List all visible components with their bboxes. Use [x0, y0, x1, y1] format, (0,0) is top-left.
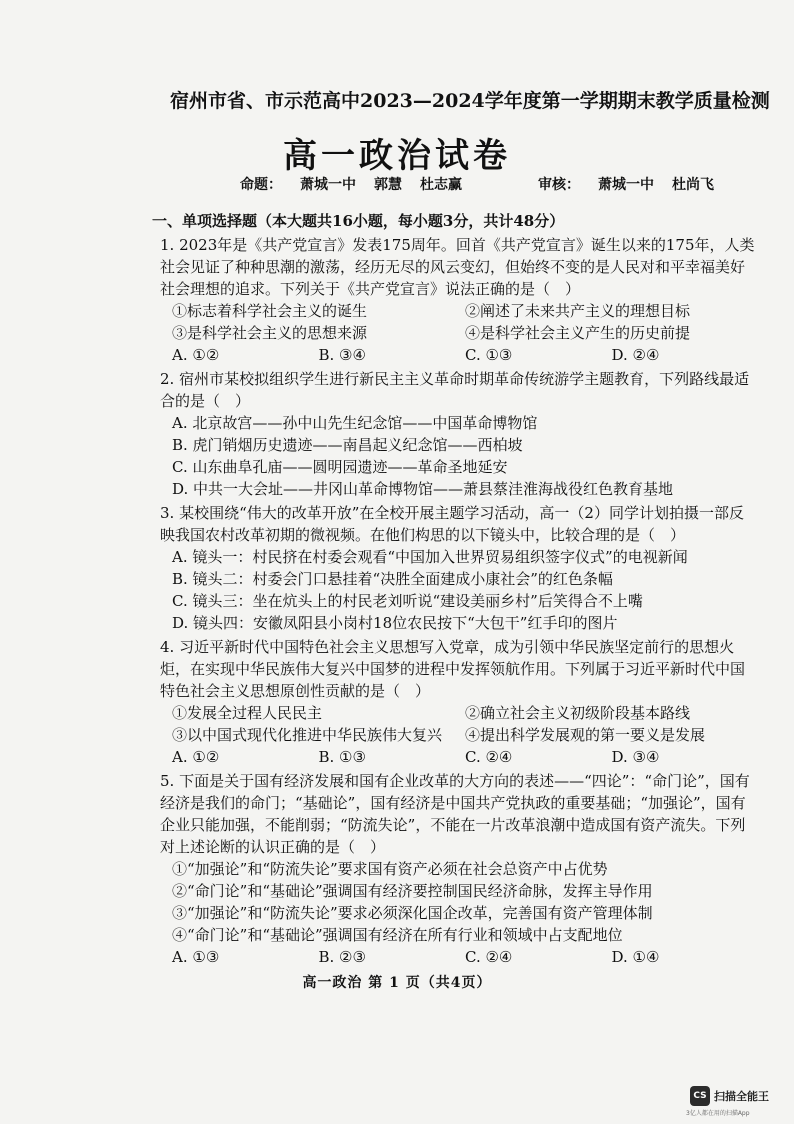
statement: ③以中国式现代化推进中华民族伟大复兴 — [172, 726, 443, 744]
option-b: B. 镜头二：村委会门口悬挂着“决胜全面建成小康社会”的红色条幅 — [172, 570, 613, 588]
question-stem: 3. 某校围绕“伟大的改革开放”在全校开展主题学习活动，高一（2）同学计划拍摄一部反映我国农村改革初期的微视频。在他们构思的以下镜头中，比较合理的是（ ） — [160, 504, 744, 544]
option-d: D. 镜头四：安徽凤阳县小岗村18位农民按下“大包干”红手印的图片 — [172, 614, 618, 632]
composer-2: 郭慧 — [374, 177, 402, 193]
option-a: A. 北京故宫——孙中山先生纪念馆——中国革命博物馆 — [172, 414, 538, 432]
question-stem: 5. 下面是关于国有经济发展和国有企业改革的大方向的表述——“四论”：“命门论”，国有经济是我们的命门；“基础论”，国有经济是中国共产党执政的重要基础；“加强论”，国有企业只能加强，不能削弱；“防流失论”，不能在一片改革浪潮中造成国有资产流失。下列对上述论断的认识正确的是（ ） — [160, 772, 750, 856]
option-b: B. ①③ — [318, 748, 366, 766]
statement-list — [160, 858, 758, 946]
option-c: C. ①③ — [465, 346, 513, 364]
question-stem: 4. 习近平新时代中国特色社会主义思想写入党章，成为引领中华民族坚定前行的思想火炬，在实现中华民族伟大复兴中国梦的进程中发挥领航作用。下列属于习近平新时代中国特色社会主义思想原创性贡献的是（ ） — [160, 638, 746, 700]
option-d: D. 中共一大会址——井冈山革命博物馆——萧县蔡洼淮海战役红色教育基地 — [172, 480, 674, 498]
option-d: D. ①④ — [611, 948, 660, 966]
authors-line — [240, 174, 760, 194]
option-b: B. ②③ — [318, 948, 366, 966]
statement: ④提出科学发展观的第一要义是发展 — [465, 726, 706, 744]
option-list — [160, 946, 758, 968]
option-a: A. ①② — [172, 346, 220, 364]
statement: ②“命门论”和“基础论”强调国有经济要控制国民经济命脉，发挥主导作用 — [172, 882, 653, 900]
option-a: A. ①③ — [172, 948, 220, 966]
question-list — [160, 234, 758, 970]
section-heading: 一、单项选择题（本大题共16小题，每小题3分，共计48分） — [152, 212, 565, 230]
statement: ①标志着科学社会主义的诞生 — [172, 302, 368, 320]
option-c: C. ②④ — [465, 748, 513, 766]
composer-3: 杜志赢 — [420, 177, 462, 193]
question-2 — [160, 368, 758, 500]
option-b: B. 虎门销烟历史遗迹——南昌起义纪念馆——西柏坡 — [172, 436, 523, 454]
statement: ①“加强论”和“防流失论”要求国有资产必须在社会总资产中占优势 — [172, 860, 608, 878]
exam-title: 高一政治试卷 — [283, 136, 511, 176]
statement: ②阐述了未来共产主义的理想目标 — [465, 302, 691, 320]
composers-label: 命题： — [240, 177, 282, 193]
question-stem: 1. 2023年是《共产党宣言》发表175周年。回首《共产党宣言》诞生以来的175年，人类社会见证了种种思潮的激荡，经历无尽的风云变幻，但始终不变的是人民对和平幸福美好社会理想的追求。下列关于《共产党宣言》说法正确的是（ ） — [160, 236, 755, 298]
reviewer-2: 杜尚飞 — [672, 177, 714, 193]
option-list — [160, 746, 758, 768]
option-a: A. ①② — [172, 748, 220, 766]
scanner-logo-icon: CS — [690, 1086, 710, 1106]
option-d: D. ②④ — [611, 346, 660, 364]
statement-list — [160, 300, 758, 344]
option-d: D. ③④ — [611, 748, 660, 766]
question-5 — [160, 770, 758, 968]
reviewer-1: 萧城一中 — [598, 177, 654, 193]
scanner-watermark — [686, 1082, 790, 1118]
statement: ③是科学社会主义的思想来源 — [172, 324, 368, 342]
statement: ③“加强论”和“防流失论”要求必须深化国企改革，完善国有资产管理体制 — [172, 904, 653, 922]
scanner-app-name: 扫描全能王 — [714, 1090, 769, 1103]
statement: ④是科学社会主义产生的历史前提 — [465, 324, 691, 342]
question-3 — [160, 502, 758, 634]
question-stem: 2. 宿州市某校拟组织学生进行新民主主义革命时期革命传统游学主题教育，下列路线最适合的是（ ） — [160, 370, 750, 410]
exam-series-heading: 宿州市省、市示范高中2023—2024学年度第一学期期末教学质量检测 — [170, 90, 770, 112]
scanner-tagline: 3亿人都在用的扫描App — [686, 1110, 750, 1117]
statement: ①发展全过程人民民主 — [172, 704, 323, 722]
question-1 — [160, 234, 758, 366]
statement-list — [160, 702, 758, 746]
option-c: C. 镜头三：坐在炕头上的村民老刘听说“建设美丽乡村”后笑得合不上嘴 — [172, 592, 643, 610]
reviewers-label: 审核： — [538, 177, 580, 193]
option-a: A. 镜头一：村民挤在村委会观看“中国加入世界贸易组织签字仪式”的电视新闻 — [172, 548, 688, 566]
statement: ②确立社会主义初级阶段基本路线 — [465, 704, 691, 722]
option-c: C. ②④ — [465, 948, 513, 966]
page-footer: 高一政治 第 1 页（共4页） — [302, 975, 492, 991]
option-list — [160, 546, 758, 634]
option-b: B. ③④ — [318, 346, 366, 364]
statement: ④“命门论”和“基础论”强调国有经济在所有行业和领域中占支配地位 — [172, 926, 623, 944]
composer-1: 萧城一中 — [300, 177, 356, 193]
option-list — [160, 412, 758, 500]
option-list — [160, 344, 758, 366]
option-c: C. 山东曲阜孔庙——圆明园遗迹——革命圣地延安 — [172, 458, 508, 476]
question-4 — [160, 636, 758, 768]
